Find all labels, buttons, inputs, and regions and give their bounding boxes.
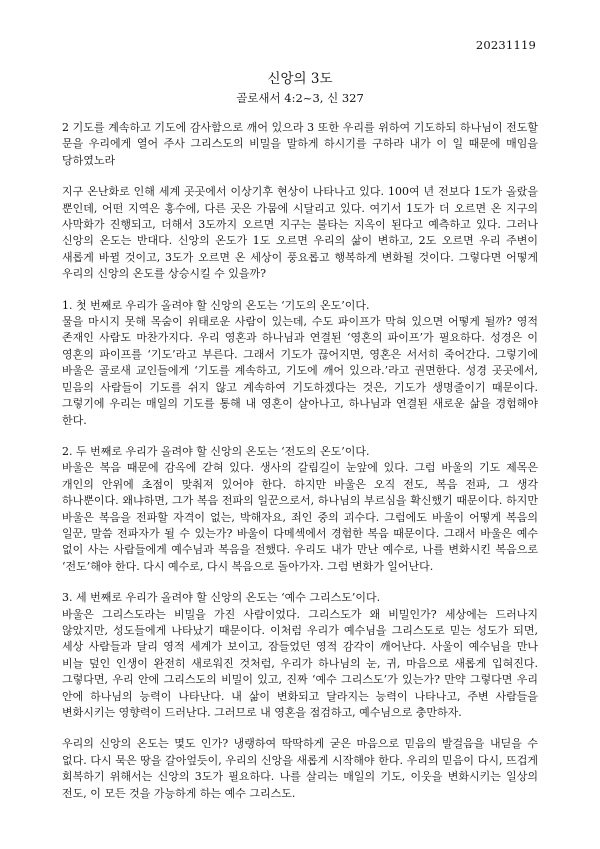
section-heading: 1. 첫 번째로 우리가 올려야 할 신앙의 온도는 ‘기도의 온도’이다. (62, 298, 370, 312)
section-prayer (62, 298, 538, 429)
section-heading: 2. 두 번째로 우리가 올려야 할 신앙의 온도는 ‘전도의 온도’이다. (62, 444, 370, 458)
document-date: 20231119 (475, 38, 536, 52)
section-body: 바울은 그리스도라는 비밀을 가진 사람이었다. 그리스도가 왜 비밀인가? 세상에는 드러나지 않았지만, 성도들에게 나타났기 때문이다. 이처럼 우리가 예수님을 그리스도로 믿는 성도가 되면, 세상 사람들과 달리 영적 세계가 보이고, 잠들었던 영적 감각이 깨어난다. 사울이 예수님을 만나 비늘 덮인 인생이 완전히 새로워진 것처럼, 우리가 하나님의 눈, 귀, 마음으로 새롭게 입혀진다. 그렇다면, 우리 안에 그리스도의 비밀이 있고, 진짜 ‘예수 그리스도’가 있는가? 만약 그렇다면 우리 안에 하나님의 능력이 나타난다. 내 삶이 변화되고 달라지는 능력이 나타나고, 주변 사람들을 변화시키는 영향력이 드러난다. 그러므로 내 영혼을 점검하고, 예수님으로 충만하자. (62, 607, 538, 719)
section-body: 바울은 복음 때문에 감옥에 갇혀 있다. 생사의 갈림길이 눈앞에 있다. 그럼 바울의 기도 제목은 개인의 안위에 초점이 맞춰져 있어야 한다. 하지만 바울은 오직 전도, 복음 전파, 그 생각 하나뿐이다. 왜냐하면, 그가 복음 전파의 일꾼으로서, 하나님의 부르심을 확신했기 때문이다. 하지만 바울은 복음을 전파할 자격이 없는, 박해자요, 죄인 중의 괴수다. 그럼에도 바울이 어떻게 복음의 일꾼, 말씀 전파자가 될 수 있는가? 바울이 다메섹에서 경험한 복음 때문이다. 그래서 바울은 예수 없이 사는 사람들에게 예수님과 복음을 전했다. 우리도 내가 만난 예수로, 나를 변화시킨 복음으로 ‘전도’해야 한다. 다시 예수로, 다시 복음으로 돌아가자. 그럼 변화가 일어난다. (62, 461, 538, 573)
scripture-reference: 골로새서 4:2~3, 신 327 (236, 91, 364, 105)
scripture-verse: 2 기도를 계속하고 기도에 감사함으로 깨어 있으라 3 또한 우리를 위하여 기도하되 하나님이 전도할 문을 우리에게 열어 주사 그리스도의 비밀을 말하게 하시기를 구하라 내가 이 일 때문에 매임을 당하였노라 (62, 121, 538, 167)
section-evangelism (62, 444, 538, 575)
section-body: 물을 마시지 못해 목숨이 위태로운 사람이 있는데, 수도 파이프가 막혀 있으면 어떻게 될까? 영적 존재인 사람도 마찬가지다. 우리 영혼과 하나님과 연결된 ‘영혼의 파이프’가 필요하다. 성경은 이 영혼의 파이프를 ‘기도’라고 부른다. 그래서 기도가 끊어지면, 영혼은 서서히 죽어간다. 그렇기에 바울은 골로새 교인들에게 ‘기도를 계속하고, 기도에 깨어 있으라.’라고 권면한다. 성경 곳곳에서, 믿음의 사람들이 기도를 쉬지 않고 계속하여 기도하겠다는 것은, 기도가 생명줄이기 때문이다. 그렇기에 우리는 매일의 기도를 통해 내 영혼이 살아나고, 하나님과 연결된 새로운 삶을 경험해야 한다. (62, 315, 538, 427)
section-christ (62, 590, 538, 721)
conclusion-paragraph: 우리의 신앙의 온도는 몇도 인가? 냉랭하여 딱딱하게 굳은 마음으로 믿음의 발걸음을 내딛을 수 없다. 다시 묵은 땅을 갈아엎듯이, 우리의 신앙을 새롭게 시작해야 한다. 우리의 믿음이 다시, 뜨겁게 회복하기 위해서는 신앙의 3도가 필요하다. 나를 살리는 매일의 기도, 이웃을 변화시키는 일상의 전도, 이 모든 것을 가능하게 하는 예수 그리스도. (62, 737, 538, 800)
document-title: 신앙의 3도 (267, 71, 333, 87)
section-heading: 3. 세 번째로 우리가 올려야 할 신앙의 온도는 ‘예수 그리스도’이다. (62, 591, 381, 605)
intro-paragraph: 지구 온난화로 인해 세계 곳곳에서 이상기후 현상이 나타나고 있다. 100여 년 전보다 1도가 올랐을 뿐인데, 어떤 지역은 홍수에, 다른 곳은 가뭄에 시달리고 있다. 여기서 1도가 더 오르면 온 지구의 사막화가 진행되고, 더해서 3도까지 오르면 지구는 불타는 지옥이 된다고 예측하고 있다. 그러나 신앙의 온도는 반대다. 신앙의 온도가 1도 오르면 우리의 삶이 변하고, 2도 오르면 우리 주변이 새롭게 바뀔 것이고, 3도가 오르면 온 세상이 풍요롭고 행복하게 변화될 것이다. 그렇다면 어떻게 우리의 신앙의 온도를 상승시킬 수 있을까? (62, 185, 538, 281)
